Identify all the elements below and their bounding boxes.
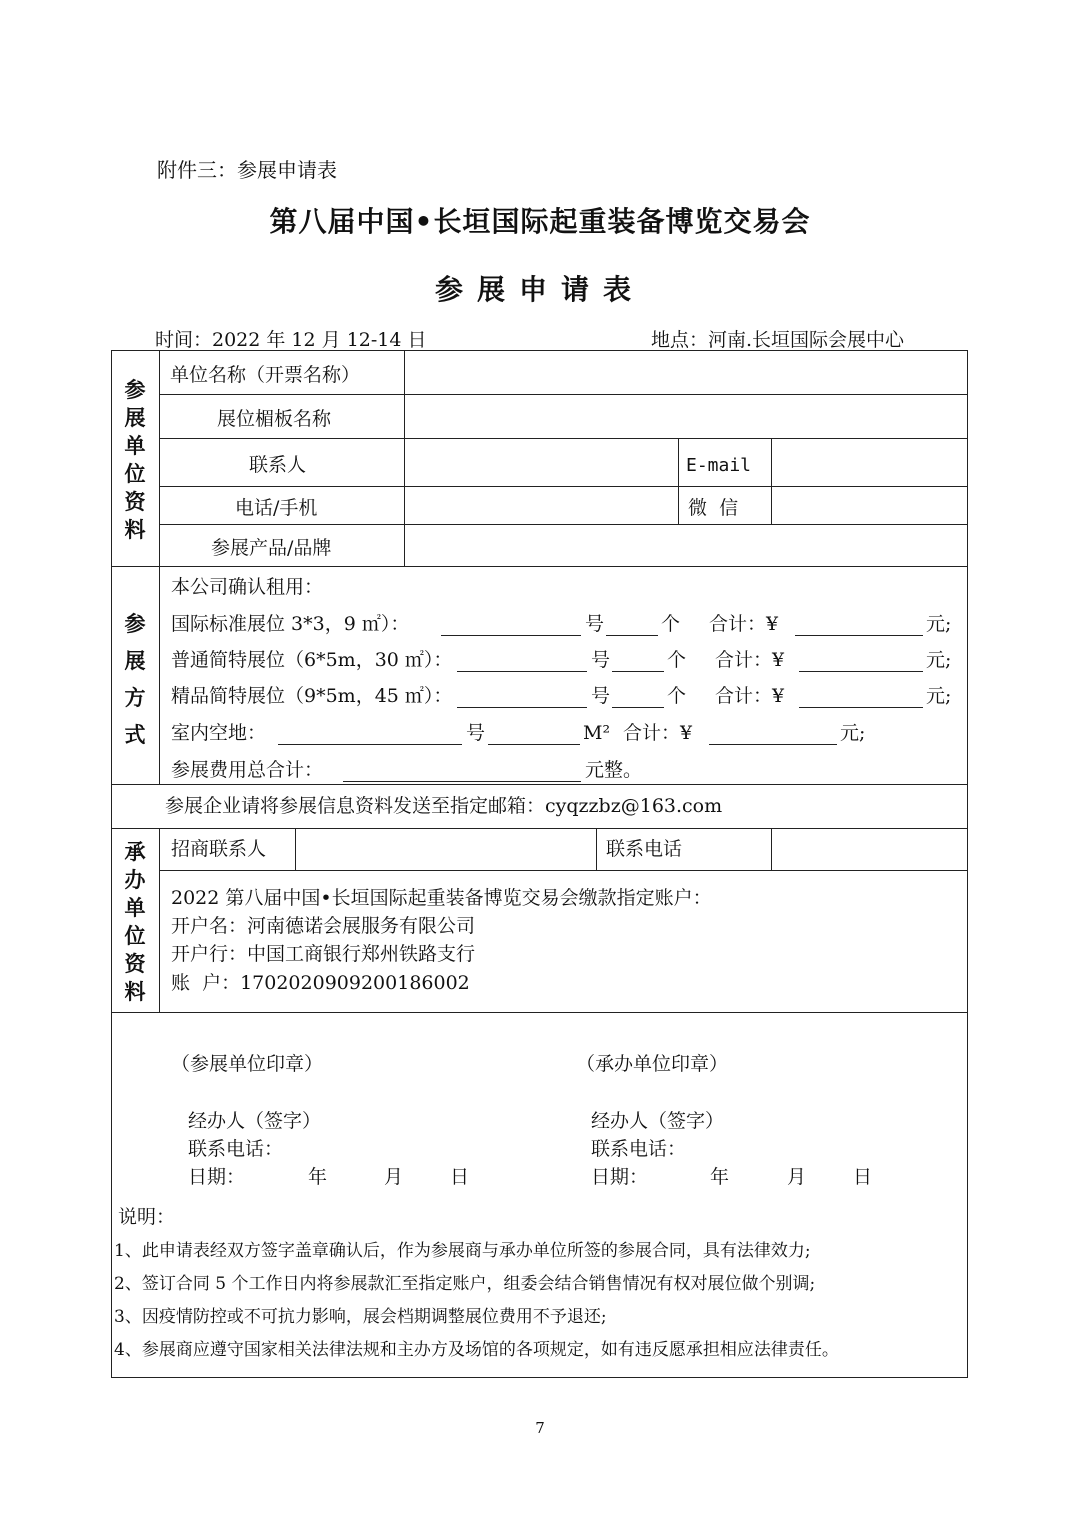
total-label: 合计：¥ — [709, 613, 779, 635]
month-label: 月 — [787, 1166, 807, 1188]
note-item: 2、签订合同 5 个工作日内将参展款汇至指定账户，组委会结合销售情况有权对展位做个别调; — [114, 1274, 816, 1294]
attachment-label: 附件三：参展申请表 — [157, 158, 337, 182]
total-label: 合计：¥ — [715, 649, 785, 671]
standard-booth-count-field[interactable] — [606, 617, 658, 636]
wechat-label: 微 信 — [688, 497, 739, 519]
standard-booth-total-field[interactable] — [795, 617, 923, 636]
bank-name: 开户行：中国工商银行郑州铁路支行 — [171, 943, 476, 965]
organizer-phone-label: 联系电话： — [591, 1138, 687, 1160]
form-title: 第八届中国•长垣国际起重装备博览交易会 — [269, 205, 811, 238]
year-label: 年 — [710, 1166, 730, 1188]
exhibitor-phone-label: 联系电话： — [188, 1138, 284, 1160]
indoor-space-label: 室内空地： — [171, 722, 267, 744]
form-subtitle: 参展申请表 — [434, 273, 645, 306]
note-item: 3、因疫情防控或不可抗力影响，展会档期调整展位费用不予退还; — [114, 1307, 607, 1327]
email-instruction: 参展企业请将参展信息资料发送至指定邮箱：cyqzzbz@163.com — [165, 795, 723, 817]
yuan-zheng-label: 元整。 — [585, 759, 643, 781]
day-label: 日 — [853, 1166, 873, 1188]
simple-booth-number-field[interactable] — [457, 653, 587, 672]
ge-label: 个 — [667, 685, 687, 707]
event-time: 时间：2022 年 12 月 12-14 日 — [155, 329, 427, 351]
simple-booth-total-field[interactable] — [799, 653, 923, 672]
simple-booth-count-field[interactable] — [612, 653, 664, 672]
simple-booth-label: 普通简特展位（6*5m，30 ㎡）： — [171, 649, 453, 671]
total-label: 合计：¥ — [715, 685, 785, 707]
hao-label: 号 — [591, 685, 611, 707]
company-name-label: 单位名称（开票名称） — [170, 364, 361, 386]
year-label: 年 — [308, 1166, 328, 1188]
yuan-label: 元; — [926, 649, 952, 671]
ge-label: 个 — [661, 613, 681, 635]
hao-label: 号 — [585, 613, 605, 635]
grand-total-field[interactable] — [343, 763, 581, 782]
contact-phone-label: 联系电话 — [606, 838, 683, 860]
booth-sign-label: 展位楣板名称 — [217, 408, 332, 430]
event-location: 地点：河南.长垣国际会展中心 — [651, 329, 905, 351]
confirm-rent-label: 本公司确认租用： — [171, 576, 324, 598]
yuan-label: 元; — [926, 613, 952, 635]
organizer-handler-label: 经办人（签字） — [591, 1110, 725, 1132]
grand-total-label: 参展费用总合计： — [171, 759, 324, 781]
premium-booth-number-field[interactable] — [457, 689, 587, 708]
exhibitor-date-label: 日期： — [188, 1166, 246, 1188]
indoor-space-area-field[interactable] — [488, 726, 580, 745]
square-meter-label: M² — [583, 722, 611, 744]
recruit-contact-label: 招商联系人 — [171, 838, 267, 860]
ge-label: 个 — [667, 649, 687, 671]
standard-booth-number-field[interactable] — [441, 617, 581, 636]
exhibitor-handler-label: 经办人（签字） — [188, 1110, 322, 1132]
contact-phone-field[interactable] — [775, 830, 964, 868]
company-name-field[interactable] — [408, 396, 964, 434]
day-label: 日 — [450, 1166, 470, 1188]
premium-booth-label: 精品简特展位（9*5m，45 ㎡）： — [171, 685, 453, 707]
organizer-seal-label: （承办单位印章） — [576, 1053, 729, 1075]
phone-label: 电话/手机 — [235, 497, 318, 519]
hao-label: 号 — [466, 722, 486, 744]
yuan-label: 元; — [926, 685, 952, 707]
note-item: 1、此申请表经双方签字盖章确认后，作为参展商与承办单位所签的参展合同，具有法律效力; — [114, 1241, 811, 1261]
premium-booth-total-field[interactable] — [799, 689, 923, 708]
hao-label: 号 — [591, 649, 611, 671]
premium-booth-count-field[interactable] — [612, 689, 664, 708]
exhibitor-seal-label: （参展单位印章） — [171, 1053, 324, 1075]
booth-sign-field[interactable] — [408, 440, 674, 480]
standard-booth-label: 国际标准展位 3*3，9 ㎡）： — [171, 613, 410, 635]
products-label: 参展产品/品牌 — [211, 537, 332, 559]
recruit-contact-field[interactable] — [299, 830, 592, 868]
account-name: 开户名：河南德诺会展服务有限公司 — [171, 915, 476, 937]
note-item: 4、参展商应遵守国家相关法律法规和主办方及场馆的各项规定，如有违反愿承担相应法律责任。 — [114, 1340, 839, 1360]
month-label: 月 — [384, 1166, 404, 1188]
account-number: 账 户：1702020909200186002 — [171, 972, 470, 994]
notes-title: 说明： — [118, 1206, 176, 1228]
account-title: 2022 第八届中国•长垣国际起重装备博览交易会缴款指定账户： — [171, 887, 712, 909]
exhibitor-info-side-label: 参 展 单 位 资 料 — [124, 378, 146, 542]
page-number: 7 — [535, 1419, 545, 1437]
contact-label: 联系人 — [249, 454, 307, 476]
total-label: 合计：¥ — [623, 722, 693, 744]
indoor-space-number-field[interactable] — [278, 726, 462, 745]
organizer-date-label: 日期： — [591, 1166, 649, 1188]
email-label: E-mail — [686, 455, 752, 476]
indoor-space-total-field[interactable] — [709, 726, 837, 745]
organizer-info-side-label: 承 办 单 位 资 料 — [124, 840, 146, 1004]
exhibit-mode-side-label: 参 展 方 式 — [124, 612, 146, 747]
yuan-label: 元; — [840, 722, 866, 744]
